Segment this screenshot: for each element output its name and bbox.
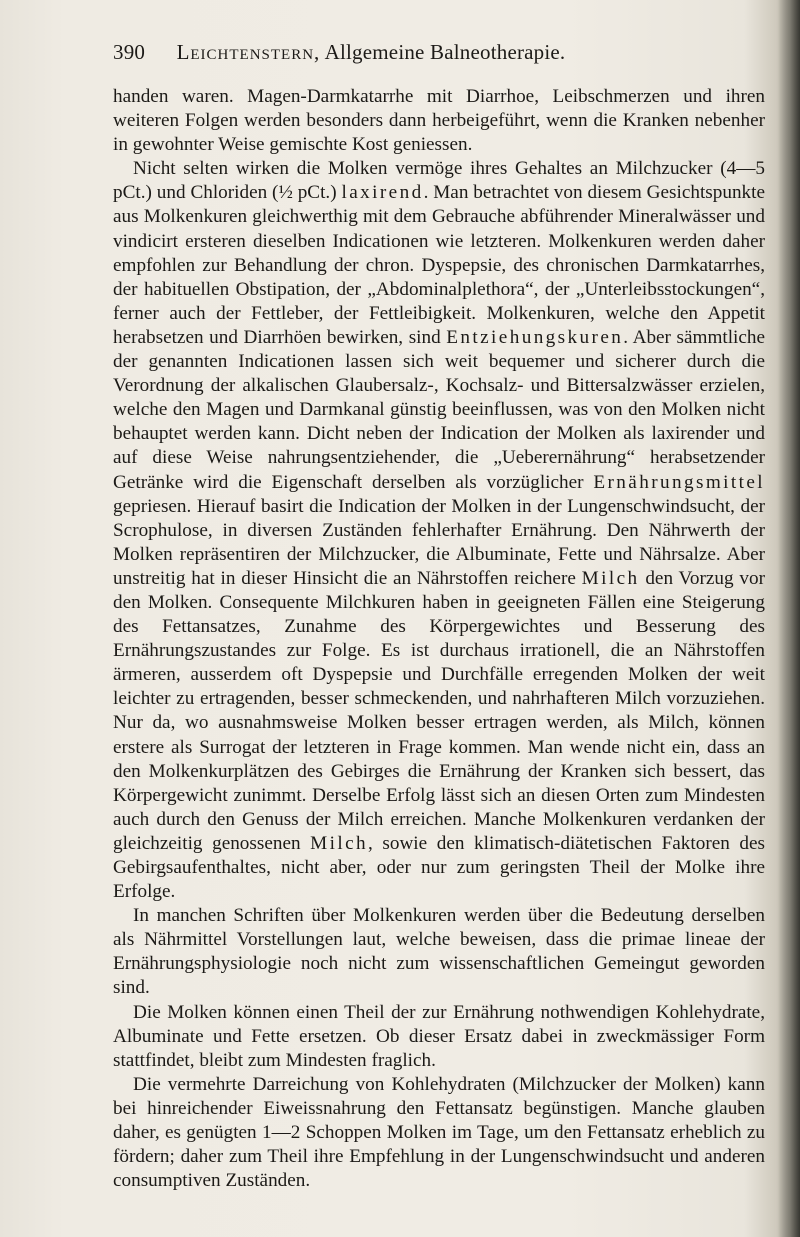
paragraph-text: , sowie den klimatisch-diätetischen Faktoren des Gebirgsaufenthaltes, nicht aber, oder nur zum geringsten Theil der Molke ihre Erfolge. <box>113 832 766 903</box>
paragraph-text: Die Molken können einen Theil der zur Ernährung nothwendigen Kohlehydrate, Albuminate und Fette ersetzen. Ob dieser Ersatz dabei in zweckmässiger Form stattfindet, bleibt zum Mindesten fraglich. <box>113 1001 765 1071</box>
paragraph-text: . Man betrachtet von diesem Gesichtspunkte aus Molkenkuren gleichwerthig mit dem Gebrauche abführender Mineralwässer und vindicirt ersteren dieselben Indicationen wie letzteren. Molkenkuren werden daher empfohlen zur Behandlung der chron. Dyspepsie, des chronischen Darmkatarrhes, der habituellen Obstipation, der „Abdominalplethora“, der „Unterleibsstockungen“, ferner auch der Fettleber, der Fettleibigkeit. Molkenkuren, welche den Appetit herabsetzen und Diarrhöen bewirken, sind <box>113 182 765 348</box>
paragraph-text: den Vorzug vor den Molken. Consequente Milchkuren haben in geeigneten Fällen eine Steigerung des Fettansatzes, Zunahme des Körpergewichtes und Besserung des Ernährungszustandes zur Folge. Es ist durchaus irrationell, die an Nährstoffen ärmeren, ausserdem oft Dyspepsie und Durchfälle erregenden Molken der weit leichter zu ertragenden, besser schmeckenden, und nahrhafteren Milch vorzuziehen. Nur da, wo ausnahmsweise Molken besser ertragen werden, als Milch, können erstere als Surrogat der letzteren in Frage kommen. Man wende nicht ein, dass an den Molkenkurplätzen des Gebirges die Ernährung der Kranken sich bessert, das Körpergewicht zunimmt. Derselbe Erfolg lässt sich an diesen Orten zum Mindesten auch durch den Genuss der Milch erreichen. Manche Molkenkuren verdanken der gleichzeitig genossenen <box>113 567 765 854</box>
emphasized-term: Milch <box>581 567 640 589</box>
paragraph-text: Die vermehrte Darreichung von Kohlehydraten (Milchzucker der Molken) kann bei hinreichender Eiweissnahrung den Fettansatz begünstigen. Manche glauben daher, es genügten 1—2 Schoppen Molken im Tage, um den Fettansatz erheblich zu fördern; daher zum Theil ihre Empfehlung in der Lungenschwindsucht und anderen consumptiven Zuständen. <box>113 1073 765 1192</box>
paragraph <box>113 157 765 904</box>
paragraph <box>113 1001 765 1073</box>
header-title: Allgemeine Balneotherapie. <box>324 40 566 64</box>
paragraph <box>113 904 765 1000</box>
emphasized-term: Milch <box>310 832 368 854</box>
running-header <box>113 40 763 65</box>
emphasized-term: Ernährungsmittel <box>593 471 765 493</box>
page-number: 390 <box>113 40 146 64</box>
paragraph <box>113 85 765 157</box>
paragraph <box>113 1073 765 1193</box>
header-author: Leichtenstern, <box>176 40 321 64</box>
emphasized-term: Entziehungskuren <box>446 326 624 348</box>
page-edge-shadow <box>778 0 800 1237</box>
paragraph-text: gepriesen. Hierauf basirt die Indication der Molken in der Lungenschwindsucht, der Scrophulose, in diversen Zuständen fehlerhafter Ernährung. Den Nährwerth der Molken repräsentiren der Milchzucker, die Albuminate, Fette und Nährsalze. Aber unstreitig hat in dieser Hinsicht die an Nährstoffen reichere <box>113 495 765 589</box>
paragraph-text: In manchen Schriften über Molkenkuren werden über die Bedeutung derselben als Nährmittel Vorstellungen laut, welche beweisen, dass die primae lineae der Ernährungsphysiologie noch nicht zum wissenschaftlichen Gemeingut geworden sind. <box>113 905 765 999</box>
emphasized-term: laxirend <box>341 182 424 204</box>
paragraph-text: . Aber sämmtliche der genannten Indicationen lassen sich weit bequemer und sicherer durch die Verordnung der alkalischen Glaubersalz-, Kochsalz- und Bittersalzwässer erzielen, welche den Magen und Darmkanal günstig beeinflussen, was von den Molken nicht behauptet werden kann. Dicht neben der Indication der Molken als laxirender und auf diese Weise nahrungsentziehender, die „Ueberernährung“ herabsetzender Getränke wird die Eigenschaft derselben als vorzüglicher <box>113 326 765 493</box>
paragraph-text: Nicht selten wirken die Molken vermöge ihres Gehaltes an Milchzucker (4—5 pCt.) und Chloriden (½ pCt.) <box>113 158 765 204</box>
paragraph-text: handen waren. Magen-Darmkatarrhe mit Diarrhoe, Leibschmerzen und ihren weiteren Folgen werden besonders dann herbeigeführt, wenn die Kranken nebenher in gewohnter Weise gemischte Kost geniessen. <box>113 86 765 156</box>
body-text <box>113 85 765 1193</box>
